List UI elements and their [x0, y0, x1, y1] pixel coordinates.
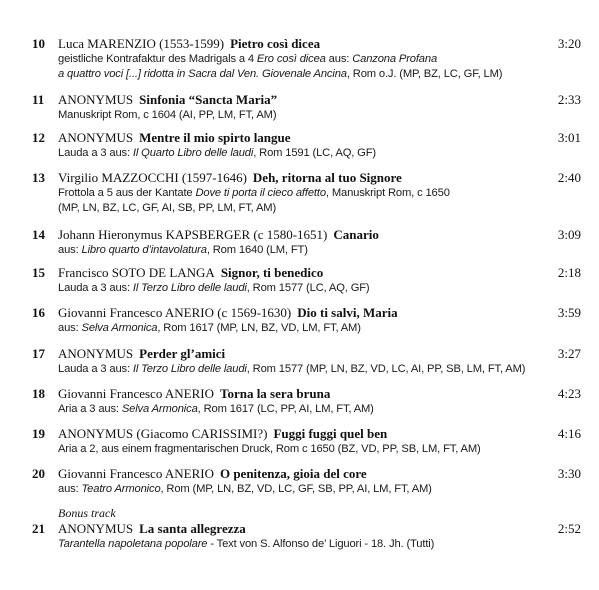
detail-text: , Rom 1617 (MP, LN, BZ, VD, LM, FT, AM)	[157, 322, 361, 334]
detail-italic-text: Selva Armonica	[81, 322, 158, 334]
track-composer: ANONYMUS	[58, 130, 134, 145]
detail-text: Lauda a 3 aus:	[58, 147, 133, 159]
track-title: Signor, ti benedico	[220, 265, 324, 280]
track-heading	[58, 521, 246, 537]
track-heading	[58, 305, 398, 321]
track-detail-line	[58, 244, 308, 256]
track-composer: Giovanni Francesco ANERIO	[58, 386, 214, 401]
detail-text: , Rom 1617 (LC, PP, AI, LM, FT, AM)	[197, 403, 374, 415]
track-detail-line	[58, 53, 437, 65]
track-number: 11	[32, 92, 45, 107]
track-heading	[58, 36, 320, 52]
track-duration: 2:52	[557, 521, 581, 536]
track-heading	[58, 466, 367, 482]
detail-italic-text: Selva Armonica	[121, 403, 198, 415]
track-composer: ANONYMUS	[58, 92, 134, 107]
detail-text: Aria a 2, aus einem fragmentarischen Druck, Rom c 1650 (BZ, VD, PP, SB, LM, FT, AM)	[58, 443, 481, 455]
detail-text: , Rom 1640 (LM, FT)	[206, 244, 308, 256]
track-detail-line	[58, 403, 374, 415]
track-heading	[58, 170, 402, 186]
track-title: Perder gl’amici	[139, 346, 226, 361]
track-title: Canario	[333, 227, 379, 242]
track-detail-line	[58, 202, 276, 214]
track-number: 13	[32, 170, 45, 185]
track-composer: Virgilio MAZZOCCHI (1597-1646)	[58, 170, 247, 185]
track-heading	[58, 386, 330, 402]
track-duration: 2:33	[557, 92, 581, 107]
track-number: 21	[32, 521, 45, 536]
track-title: O penitenza, gioia del core	[219, 466, 367, 481]
detail-text: , Rom 1577 (MP, LN, BZ, VD, LC, AI, PP, SB, LM, FT, AM)	[246, 363, 526, 375]
track-detail-line	[58, 147, 376, 159]
detail-text: aus:	[58, 483, 82, 495]
track-detail-line	[58, 363, 525, 375]
detail-text: Manuskript Rom, c 1604 (AI, PP, LM, FT, AM)	[58, 109, 277, 121]
track-duration: 2:18	[557, 265, 581, 280]
track-detail-line	[58, 187, 450, 199]
track-title: Mentre il mio spirto langue	[139, 130, 291, 145]
detail-italic-text: Il Terzo Libro delle laudi	[132, 363, 247, 375]
track-duration: 2:40	[557, 170, 581, 185]
track-duration: 3:30	[557, 466, 581, 481]
track-number: 20	[32, 466, 45, 481]
track-composer: Luca MARENZIO (1553-1599)	[58, 36, 225, 51]
detail-text: - Text von S. Alfonso de’ Liguori - 18. Jh. (Tutti)	[207, 538, 435, 550]
track-duration: 3:20	[557, 36, 581, 51]
track-heading	[58, 227, 379, 243]
track-duration: 3:27	[557, 346, 581, 361]
detail-text: Lauda a 3 aus:	[58, 363, 133, 375]
detail-italic-text: Canzona Profana	[352, 53, 438, 65]
detail-text: aus:	[325, 53, 353, 65]
detail-text: , Rom (MP, LN, BZ, VD, LC, GF, SB, PP, AI, LM, FT, AM)	[160, 483, 432, 495]
track-composer: Johann Hieronymus KAPSBERGER (c 1580-1651)	[58, 227, 328, 242]
track-number: 12	[32, 130, 45, 145]
track-heading	[58, 426, 387, 442]
track-title: Fuggi fuggi quel ben	[273, 426, 388, 441]
track-duration: 4:23	[557, 386, 581, 401]
detail-text: geistliche Kontrafaktur des Madrigals a 4	[58, 53, 257, 65]
track-number: 18	[32, 386, 45, 401]
track-detail-line	[58, 322, 361, 334]
detail-text: , Manuskript Rom, c 1650	[325, 187, 450, 199]
track-number: 14	[32, 227, 45, 242]
track-heading	[58, 346, 225, 362]
track-duration: 3:59	[557, 305, 581, 320]
track-detail-line	[58, 443, 481, 455]
track-composer: ANONYMUS	[58, 346, 134, 361]
detail-italic-text: Il Quarto Libro delle laudi	[132, 147, 254, 159]
track-detail-line	[58, 483, 432, 495]
detail-italic-text: Dove ti porta il cieco affetto	[195, 187, 326, 199]
detail-text: Frottola a 5 aus der Kantate	[58, 187, 196, 199]
detail-text: Aria a 3 aus:	[58, 403, 122, 415]
track-duration: 3:09	[557, 227, 581, 242]
detail-italic-text: Il Terzo Libro delle laudi	[132, 282, 247, 294]
detail-text: aus:	[58, 244, 82, 256]
track-duration: 3:01	[557, 130, 581, 145]
detail-italic-text: Tarantella napoletana popolare	[58, 538, 208, 550]
track-heading	[58, 92, 277, 108]
track-composer: ANONYMUS	[58, 521, 134, 536]
track-composer: Francisco SOTO DE LANGA	[58, 265, 215, 280]
detail-italic-text: Ero così dicea	[256, 53, 326, 65]
detail-text: aus:	[58, 322, 82, 334]
track-composer: ANONYMUS (Giacomo CARISSIMI?)	[58, 426, 268, 441]
detail-italic-text: a quattro voci [...] ridotta in Sacra dal Ven. Giovenale Ancina	[58, 68, 347, 80]
track-detail-line	[58, 109, 276, 121]
detail-text: Lauda a 3 aus:	[58, 282, 133, 294]
track-number: 19	[32, 426, 45, 441]
detail-text: , Rom 1591 (LC, AQ, GF)	[253, 147, 376, 159]
detail-text: , Rom o.J. (MP, BZ, LC, GF, LM)	[346, 68, 503, 80]
track-title: Torna la sera bruna	[219, 386, 331, 401]
track-title: Sinfonia “Sancta Maria”	[139, 92, 278, 107]
track-title: Dio ti salvi, Maria	[297, 305, 398, 320]
track-detail-line	[58, 538, 434, 550]
track-title: Pietro così dicea	[230, 36, 321, 51]
track-composer: Giovanni Francesco ANERIO	[58, 466, 214, 481]
detail-text: , Rom 1577 (LC, AQ, GF)	[246, 282, 370, 294]
track-detail-line	[58, 282, 370, 294]
track-heading	[58, 130, 291, 146]
track-title: La santa allegrezza	[139, 521, 246, 536]
detail-italic-text: Teatro Armonico	[81, 483, 161, 495]
track-number: 10	[32, 36, 45, 51]
track-detail-line	[58, 68, 502, 80]
track-heading	[58, 265, 323, 281]
track-duration: 4:16	[557, 426, 581, 441]
track-number: 17	[32, 346, 45, 361]
detail-italic-text: Libro quarto d’intavolatura	[81, 244, 207, 256]
bonus-track-label: Bonus track	[58, 506, 116, 520]
track-number: 16	[32, 305, 45, 320]
track-composer: Giovanni Francesco ANERIO (c 1569-1630)	[58, 305, 292, 320]
track-number: 15	[32, 265, 45, 280]
detail-text: (MP, LN, BZ, LC, GF, AI, SB, PP, LM, FT, AM)	[58, 202, 277, 214]
track-title: Deh, ritorna al tuo Signore	[252, 170, 402, 185]
